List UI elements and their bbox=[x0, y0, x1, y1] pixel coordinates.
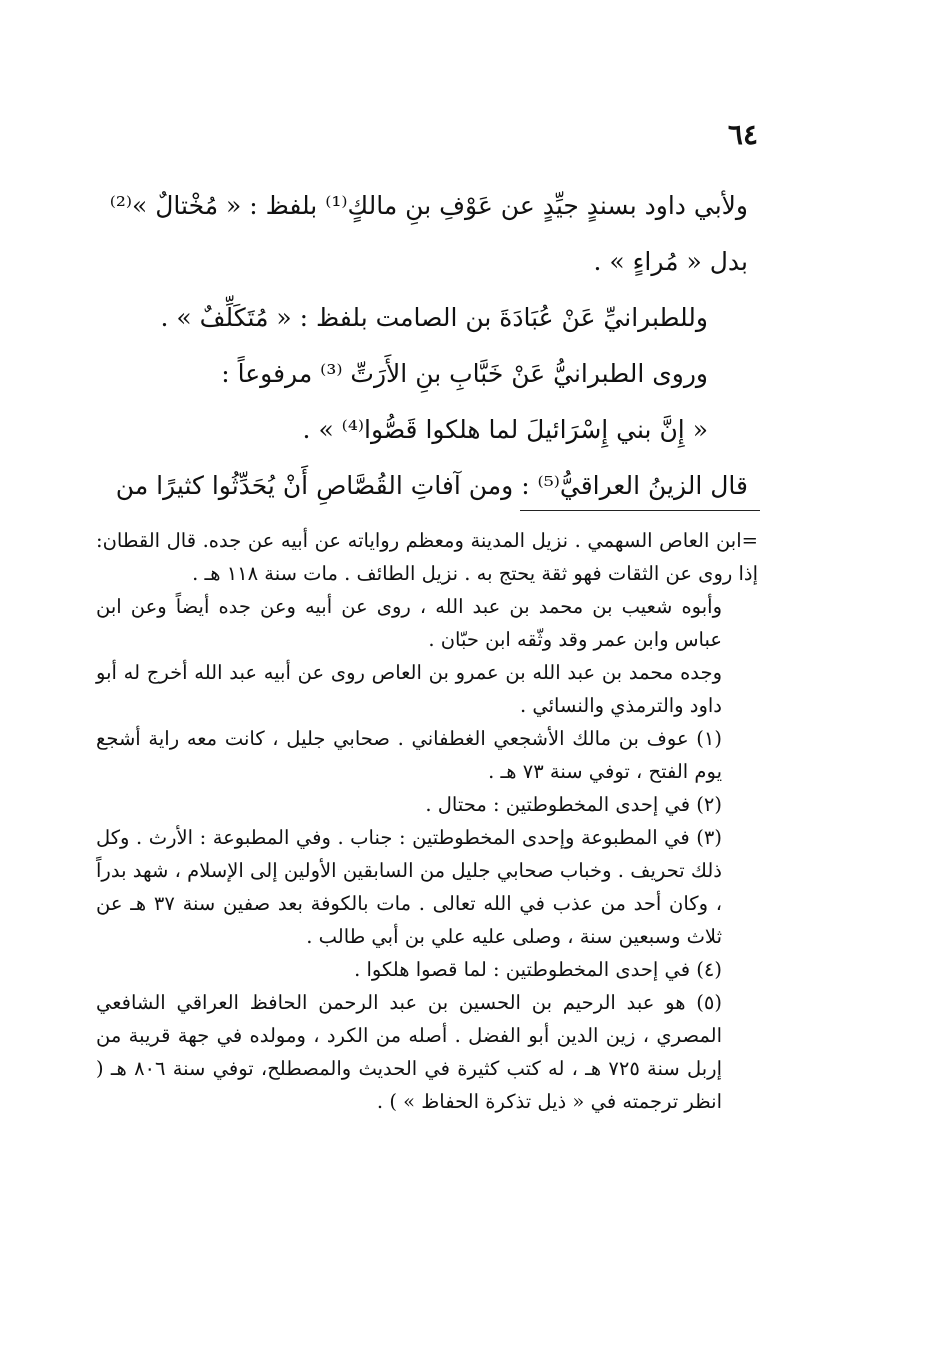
footnote-5: (٥) هو عبد الرحيم بن الحسين بن عبد الرحمن الحافظ العراقي الشافعي المصري ، زين الدين أبو الفضل . أصله من الكرد ، ومولده في جهة قريبة من إربل سنة ٧٢٥ هـ ، له كتب كثيرة في الحديث والمصطلح، توفي سنة ٨٠٦ هـ ( انظر ترجمته في « ذيل تذكرة الحفاظ » ) . bbox=[96, 991, 722, 1113]
footnote-paragraph: وأبوه شعيب بن محمد بن عبد الله ، روى عن أبيه وعن جده أيضاً وعن ابن عباس وابن عمر وقد وثّقه ابن حبّان . bbox=[96, 595, 722, 651]
main-line-6: قال الزينُ العراقيُّ⁽⁵⁾ : ومن آفاتِ القُصَّاصِ أَنْ يُحَدِّثُوا كثيرًا من bbox=[115, 471, 748, 500]
footnote-separator bbox=[520, 510, 760, 511]
footnote-3: (٣) في المطبوعة وإحدى المخطوطتين : جناب . وفي المطبوعة : الأرث . وكل ذلك تحريف . وخباب صحابي جليل من السابقين الأولين إلى الإسلام ، شهد بدراً ، وكان أحد من عذب في الله تعالى . مات بالكوفة بعد صفين سنة ٣٧ هـ عن ثلاث وسبعين سنة ، وصلى عليه علي بن أبي طالب . bbox=[96, 826, 723, 948]
page-number: ٦٤ bbox=[727, 118, 758, 151]
main-text bbox=[96, 178, 748, 514]
footnote-paragraph: وجده محمد بن عبد الله بن عمرو بن العاص روى عن أبيه عبد الله أخرج له أبو داود والترمذي والنسائي . bbox=[96, 661, 722, 717]
main-line-4: وروى الطبرانيُّ عَنْ خَبَّابِ بنِ الأَرَتِّ ⁽³⁾ مرفوعاً : bbox=[221, 359, 708, 388]
footnote-2: (٢) في إحدى المخطوطتين : محتال . bbox=[425, 793, 722, 816]
main-line-2: بدل « مُراءٍ » . bbox=[593, 247, 748, 276]
footnotes bbox=[96, 524, 758, 1118]
footnote-4: (٤) في إحدى المخطوطتين : لما قصوا هلكوا . bbox=[354, 958, 722, 981]
main-line-5: « إِنَّ بني إِسْرَائيلَ لما هلكوا قَصُّوا⁽⁴⁾ » . bbox=[302, 415, 708, 444]
main-line-1: ولأبي داود بسندٍ جيِّدٍ عن عَوْفِ بنِ مالكٍ⁽¹⁾ بلفظ : « مُخْتالٌ »⁽²⁾ bbox=[109, 191, 748, 220]
footnote-continuation: =ابن العاص السهمي . نزيل المدينة ومعظم رواياته عن أبيه عن جده. قال القطان: إذا روى عن الثقات فهو ثقة يحتج به . نزيل الطائف . مات سنة ١١٨ هـ . bbox=[96, 529, 758, 585]
footnote-1: (١) عوف بن مالك الأشجعي الغطفاني . صحابي جليل ، كانت معه راية أشجع يوم الفتح ، توفي سنة ٧٣ هـ . bbox=[96, 727, 722, 783]
main-line-3: وللطبرانيِّ عَنْ عُبَادَةَ بن الصامت بلفظ : « مُتَكَلِّفٌ » . bbox=[160, 303, 708, 332]
